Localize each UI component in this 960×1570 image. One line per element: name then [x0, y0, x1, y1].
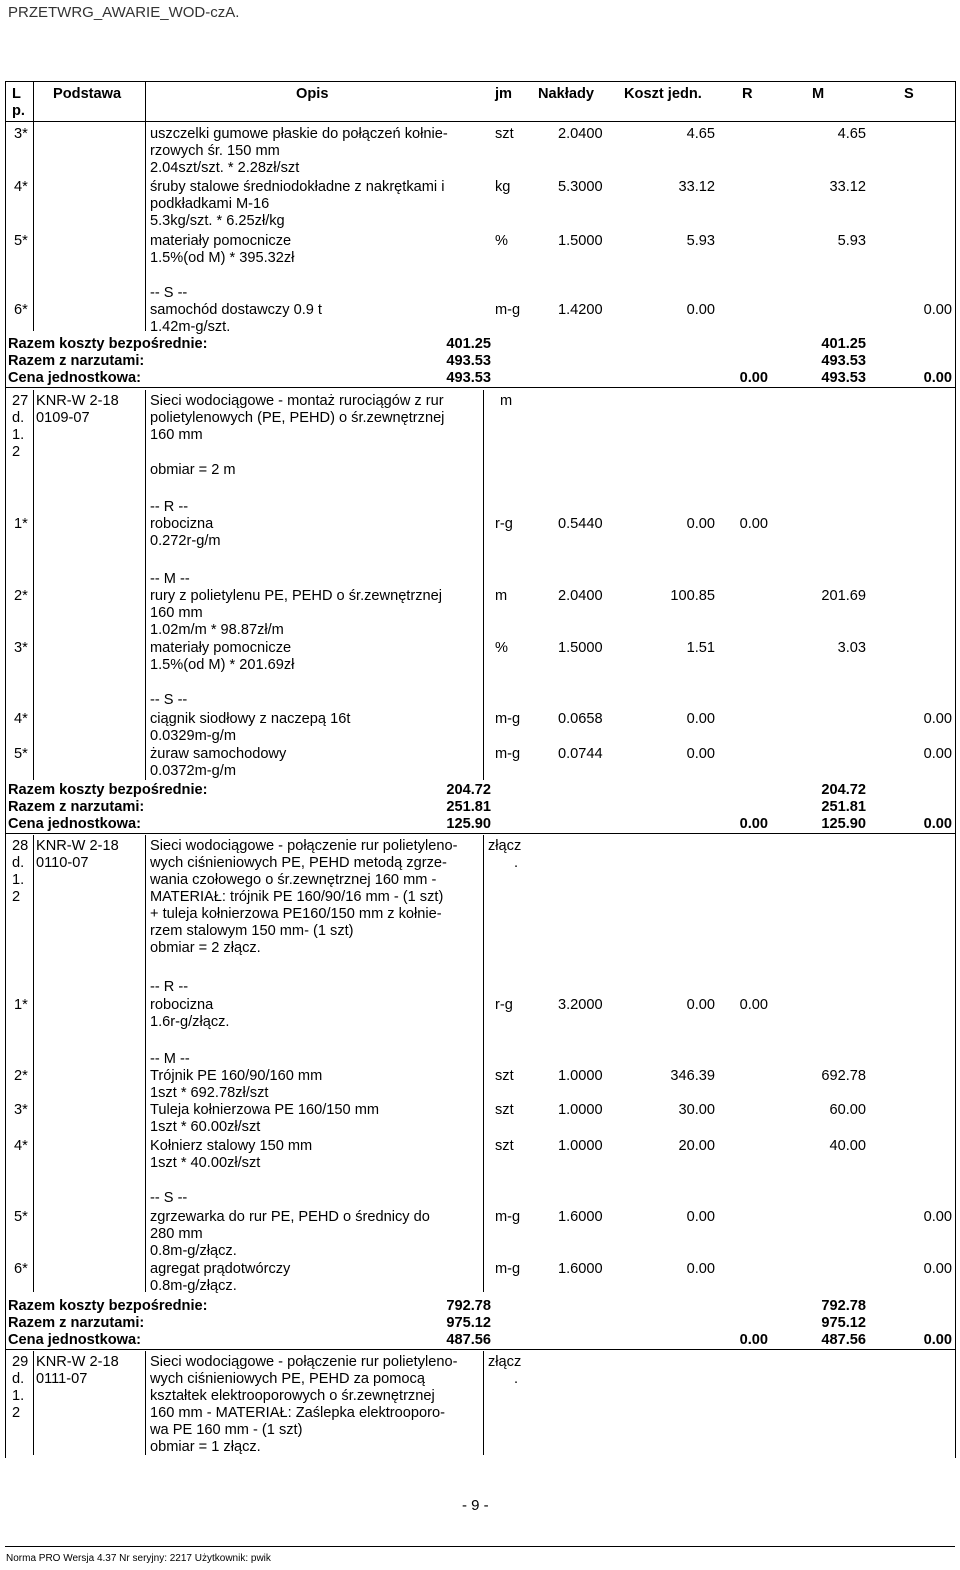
item-naklady: 1.0000	[558, 1138, 603, 1154]
position-number: 2	[12, 889, 21, 905]
section-head-r: -- R --	[150, 499, 189, 515]
section-head-s: -- S --	[150, 1190, 188, 1206]
description-line: rzem stalowym 150 mm- (1 szt)	[150, 923, 354, 939]
section-head-r: -- R --	[150, 979, 189, 995]
sum-narz-label: Razem z narzutami:	[8, 799, 145, 815]
item-naklady: 1.6000	[558, 1209, 603, 1225]
description-line: 1.5%(od M) * 395.32zł	[150, 250, 295, 266]
description-line: śruby stalowe średniodokładne z nakrętkami i	[150, 179, 445, 195]
item-jm: m	[495, 588, 508, 604]
obmiar: obmiar = 2 m	[150, 462, 236, 478]
col-divider-lp	[33, 81, 34, 331]
item-naklady: 1.6000	[558, 1261, 603, 1277]
sum-bezp-value: 401.25	[446, 336, 491, 352]
description-line: Sieci wodociągowe - połączenie rur polietyleno-	[150, 1354, 458, 1370]
item-m: 201.69	[821, 588, 866, 604]
description-line: 1szt * 60.00zł/szt	[150, 1119, 261, 1135]
item-jm: m-g	[495, 302, 521, 318]
item-lp: 6*	[14, 1261, 28, 1277]
header-r: R	[742, 86, 753, 102]
item-lp: 4*	[14, 711, 28, 727]
table-top-border	[5, 81, 955, 82]
item-s: 0.00	[923, 746, 952, 762]
item-r: 0.00	[739, 997, 768, 1013]
description-line: 160 mm - MATERIAŁ: Zaślepka elektrooporo-	[150, 1405, 445, 1421]
description-line: 1szt * 40.00zł/szt	[150, 1155, 261, 1171]
item-lp: 1*	[14, 516, 28, 532]
description-line: 0.0372m-g/m	[150, 763, 236, 779]
item-koszt: 33.12	[678, 179, 715, 195]
col-divider-jm	[483, 835, 484, 1292]
description-line: 1szt * 692.78zł/szt	[150, 1085, 269, 1101]
item-koszt: 0.00	[686, 302, 715, 318]
sum-cena-r: 0.00	[739, 1332, 768, 1348]
description-line: rzowych śr. 150 mm	[150, 143, 280, 159]
item-koszt: 0.00	[686, 997, 715, 1013]
section-head-m: -- M --	[150, 571, 190, 587]
description-line: wania czołowego o śr.zewnętrznej 160 mm -	[150, 872, 437, 888]
sum-rule	[5, 833, 955, 834]
description-line: wych ciśnieniowych PE, PEHD metodą zgrze-	[150, 855, 447, 871]
item-lp: 3*	[14, 1102, 28, 1118]
table-left-border	[5, 81, 6, 1458]
item-koszt: 1.51	[686, 640, 715, 656]
sum-cena-s: 0.00	[923, 370, 952, 386]
item-jm: kg	[495, 179, 511, 195]
description-line: zgrzewarka do rur PE, PEHD o średnicy do	[150, 1209, 430, 1225]
sum-cena-s: 0.00	[923, 816, 952, 832]
header-naklady: Nakłady	[538, 86, 594, 102]
item-m: 60.00	[829, 1102, 866, 1118]
sum-narz-value: 975.12	[446, 1315, 491, 1331]
item-jm: m-g	[495, 711, 521, 727]
item-naklady: 2.0400	[558, 126, 603, 142]
sum-narz-m: 251.81	[821, 799, 866, 815]
description-line: żuraw samochodowy	[150, 746, 287, 762]
position-jm-dot: .	[514, 1371, 519, 1387]
description-line: kształtek elektrooporowych o śr.zewnętrznej	[150, 1388, 435, 1404]
item-koszt: 0.00	[686, 1261, 715, 1277]
sum-narz-label: Razem z narzutami:	[8, 1315, 145, 1331]
item-lp: 5*	[14, 1209, 28, 1225]
sum-rule	[5, 1349, 955, 1350]
item-m: 692.78	[821, 1068, 866, 1084]
header-underline-right	[5, 121, 955, 122]
position-number: 2	[12, 1405, 21, 1421]
col-divider-podstawa	[145, 390, 146, 780]
description-line: agregat prądotwórczy	[150, 1261, 291, 1277]
item-lp: 2*	[14, 588, 28, 604]
col-divider-lp	[33, 835, 34, 1292]
document-title: PRZETWRG_AWARIE_WOD-czA.	[8, 4, 240, 21]
position-number: 1.	[12, 427, 25, 443]
item-m: 33.12	[829, 179, 866, 195]
item-koszt: 0.00	[686, 711, 715, 727]
sum-narz-m: 975.12	[821, 1315, 866, 1331]
description-line: 0.0329m-g/m	[150, 728, 236, 744]
item-naklady: 5.3000	[558, 179, 603, 195]
col-divider-jm	[483, 1351, 484, 1455]
sum-bezp-m: 204.72	[821, 782, 866, 798]
item-lp: 3*	[14, 640, 28, 656]
description-line: Sieci wodociągowe - montaż rurociągów z rur	[150, 393, 444, 409]
item-naklady: 1.0000	[558, 1068, 603, 1084]
item-jm: %	[495, 233, 508, 249]
item-s: 0.00	[923, 302, 952, 318]
item-m: 4.65	[837, 126, 866, 142]
item-naklady: 1.0000	[558, 1102, 603, 1118]
description-line: rury z polietylenu PE, PEHD o śr.zewnętrznej	[150, 588, 442, 604]
description-line: materiały pomocnicze	[150, 640, 292, 656]
description-line: wych ciśnieniowych PE, PEHD za pomocą	[150, 1371, 425, 1387]
description-line: 5.3kg/szt. * 6.25zł/kg	[150, 213, 285, 229]
sum-cena-label: Cena jednostkowa:	[8, 1332, 141, 1348]
sum-cena-m: 487.56	[821, 1332, 866, 1348]
item-s: 0.00	[923, 1261, 952, 1277]
sum-cena-s: 0.00	[923, 1332, 952, 1348]
page-number: - 9 -	[462, 1497, 489, 1514]
position-number: d.	[12, 855, 25, 871]
position-jm: m	[500, 393, 513, 409]
item-jm: r-g	[495, 516, 513, 532]
item-lp: 3*	[14, 126, 28, 142]
item-naklady: 0.5440	[558, 516, 603, 532]
header-koszt: Koszt jedn.	[624, 86, 702, 102]
col-divider-lp	[33, 390, 34, 780]
item-lp: 4*	[14, 1138, 28, 1154]
sum-cena-r: 0.00	[739, 816, 768, 832]
item-jm: %	[495, 640, 508, 656]
item-koszt: 4.65	[686, 126, 715, 142]
description-line: robocizna	[150, 997, 214, 1013]
item-naklady: 0.0658	[558, 711, 603, 727]
description-line: samochód dostawczy 0.9 t	[150, 302, 322, 318]
header-s: S	[904, 86, 914, 102]
description-line: uszczelki gumowe płaskie do połączeń kołnie-	[150, 126, 448, 142]
sum-bezp-label: Razem koszty bezpośrednie:	[8, 1298, 208, 1314]
position-number: d.	[12, 410, 25, 426]
section-head-m: -- M --	[150, 1051, 190, 1067]
description-line: obmiar = 2 złącz.	[150, 940, 261, 956]
item-koszt: 5.93	[686, 233, 715, 249]
position-number: d.	[12, 1371, 25, 1387]
position-number: 1.	[12, 1388, 25, 1404]
sum-cena-label: Cena jednostkowa:	[8, 816, 141, 832]
description-line: 0.272r-g/m	[150, 533, 221, 549]
item-lp: 5*	[14, 233, 28, 249]
description-line: materiały pomocnicze	[150, 233, 292, 249]
item-naklady: 3.2000	[558, 997, 603, 1013]
item-naklady: 1.4200	[558, 302, 603, 318]
item-jm: szt	[495, 1068, 514, 1084]
item-s: 0.00	[923, 711, 952, 727]
description-line: Sieci wodociągowe - połączenie rur polietyleno-	[150, 838, 458, 854]
header-lp-l: L	[12, 86, 21, 102]
description-line: polietylenowych (PE, PEHD) o śr.zewnętrznej	[150, 410, 445, 426]
position-number: 27	[12, 393, 29, 409]
item-naklady: 2.0400	[558, 588, 603, 604]
position-basis: KNR-W 2-18	[36, 393, 119, 409]
header-opis: Opis	[296, 86, 329, 102]
description-line: ciągnik siodłowy z naczepą 16t	[150, 711, 351, 727]
item-m: 3.03	[837, 640, 866, 656]
footer-rule	[5, 1546, 955, 1547]
sum-cena-value: 125.90	[446, 816, 491, 832]
col-divider-podstawa	[145, 81, 146, 331]
section-head-s: -- S --	[150, 692, 188, 708]
position-basis: 0111-07	[36, 1371, 88, 1387]
item-koszt: 346.39	[670, 1068, 715, 1084]
item-lp: 6*	[14, 302, 28, 318]
col-divider-lp	[33, 1351, 34, 1455]
sum-bezp-label: Razem koszty bezpośrednie:	[8, 782, 208, 798]
sum-bezp-value: 792.78	[446, 1298, 491, 1314]
description-line: Tuleja kołnierzowa PE 160/150 mm	[150, 1102, 380, 1118]
sum-cena-value: 493.53	[446, 370, 491, 386]
item-naklady: 1.5000	[558, 640, 603, 656]
col-divider-jm	[483, 390, 484, 780]
item-jm: szt	[495, 1138, 514, 1154]
position-number: 29	[12, 1354, 29, 1370]
description-line: 1.5%(od M) * 201.69zł	[150, 657, 295, 673]
position-jm: złącz	[488, 838, 522, 854]
position-basis: KNR-W 2-18	[36, 838, 119, 854]
description-line: 160 mm	[150, 605, 203, 621]
item-r: 0.00	[739, 516, 768, 532]
description-line: obmiar = 1 złącz.	[150, 1439, 261, 1455]
item-lp: 4*	[14, 179, 28, 195]
sum-rule	[5, 387, 955, 388]
item-m: 5.93	[837, 233, 866, 249]
item-lp: 5*	[14, 746, 28, 762]
item-jm: m-g	[495, 1209, 521, 1225]
description-line: 280 mm	[150, 1226, 203, 1242]
col-divider-podstawa	[145, 1351, 146, 1455]
description-line: + tuleja kołnierzowa PE160/150 mm z kołnie-	[150, 906, 442, 922]
description-line: 0.8m-g/złącz.	[150, 1243, 237, 1259]
position-number: 2	[12, 444, 21, 460]
item-s: 0.00	[923, 1209, 952, 1225]
table-right-border	[955, 81, 956, 1458]
sum-cena-m: 493.53	[821, 370, 866, 386]
item-naklady: 0.0744	[558, 746, 603, 762]
sum-bezp-m: 792.78	[821, 1298, 866, 1314]
item-lp: 2*	[14, 1068, 28, 1084]
item-naklady: 1.5000	[558, 233, 603, 249]
description-line: 1.02m/m * 98.87zł/m	[150, 622, 284, 638]
header-jm: jm	[495, 86, 513, 102]
sum-cena-r: 0.00	[739, 370, 768, 386]
item-jm: r-g	[495, 997, 513, 1013]
description-line: podkładkami M-16	[150, 196, 270, 212]
position-jm: złącz	[488, 1354, 522, 1370]
sum-cena-label: Cena jednostkowa:	[8, 370, 141, 386]
item-jm: szt	[495, 126, 514, 142]
item-jm: szt	[495, 1102, 514, 1118]
sum-narz-m: 493.53	[821, 353, 866, 369]
sum-bezp-value: 204.72	[446, 782, 491, 798]
description-line: wa PE 160 mm - (1 szt)	[150, 1422, 303, 1438]
position-jm-dot: .	[514, 855, 519, 871]
software-footer: Norma PRO Wersja 4.37 Nr seryjny: 2217 Użytkownik: pwik	[6, 1553, 271, 1564]
description-line: Kołnierz stalowy 150 mm	[150, 1138, 313, 1154]
item-koszt: 0.00	[686, 746, 715, 762]
description-line: 1.42m-g/szt.	[150, 319, 231, 335]
position-number: 28	[12, 838, 29, 854]
item-lp: 1*	[14, 997, 28, 1013]
item-koszt: 20.00	[678, 1138, 715, 1154]
col-divider-podstawa	[145, 835, 146, 1292]
description-line: 1.6r-g/złącz.	[150, 1014, 230, 1030]
sum-bezp-label: Razem koszty bezpośrednie:	[8, 336, 208, 352]
sum-narz-value: 493.53	[446, 353, 491, 369]
description-line: Trójnik PE 160/90/160 mm	[150, 1068, 323, 1084]
position-basis: 0109-07	[36, 410, 90, 426]
sum-cena-m: 125.90	[821, 816, 866, 832]
item-jm: m-g	[495, 746, 521, 762]
header-lp-p: p.	[12, 103, 25, 119]
description-line: 2.04szt/szt. * 2.28zł/szt	[150, 160, 300, 176]
item-jm: m-g	[495, 1261, 521, 1277]
item-koszt: 0.00	[686, 516, 715, 532]
position-basis: KNR-W 2-18	[36, 1354, 119, 1370]
header-podstawa: Podstawa	[53, 86, 122, 102]
item-koszt: 0.00	[686, 1209, 715, 1225]
section-head-s: -- S --	[150, 285, 188, 301]
item-koszt: 30.00	[678, 1102, 715, 1118]
sum-bezp-m: 401.25	[821, 336, 866, 352]
description-line: 0.8m-g/złącz.	[150, 1278, 237, 1294]
item-koszt: 100.85	[670, 588, 715, 604]
description-line: MATERIAŁ: trójnik PE 160/90/16 mm - (1 szt)	[150, 889, 444, 905]
position-basis: 0110-07	[36, 855, 89, 871]
header-m: M	[812, 86, 825, 102]
description-line: 160 mm	[150, 427, 203, 443]
position-number: 1.	[12, 872, 25, 888]
sum-narz-label: Razem z narzutami:	[8, 353, 145, 369]
description-line: robocizna	[150, 516, 214, 532]
item-m: 40.00	[829, 1138, 866, 1154]
sum-cena-value: 487.56	[446, 1332, 491, 1348]
sum-narz-value: 251.81	[446, 799, 491, 815]
